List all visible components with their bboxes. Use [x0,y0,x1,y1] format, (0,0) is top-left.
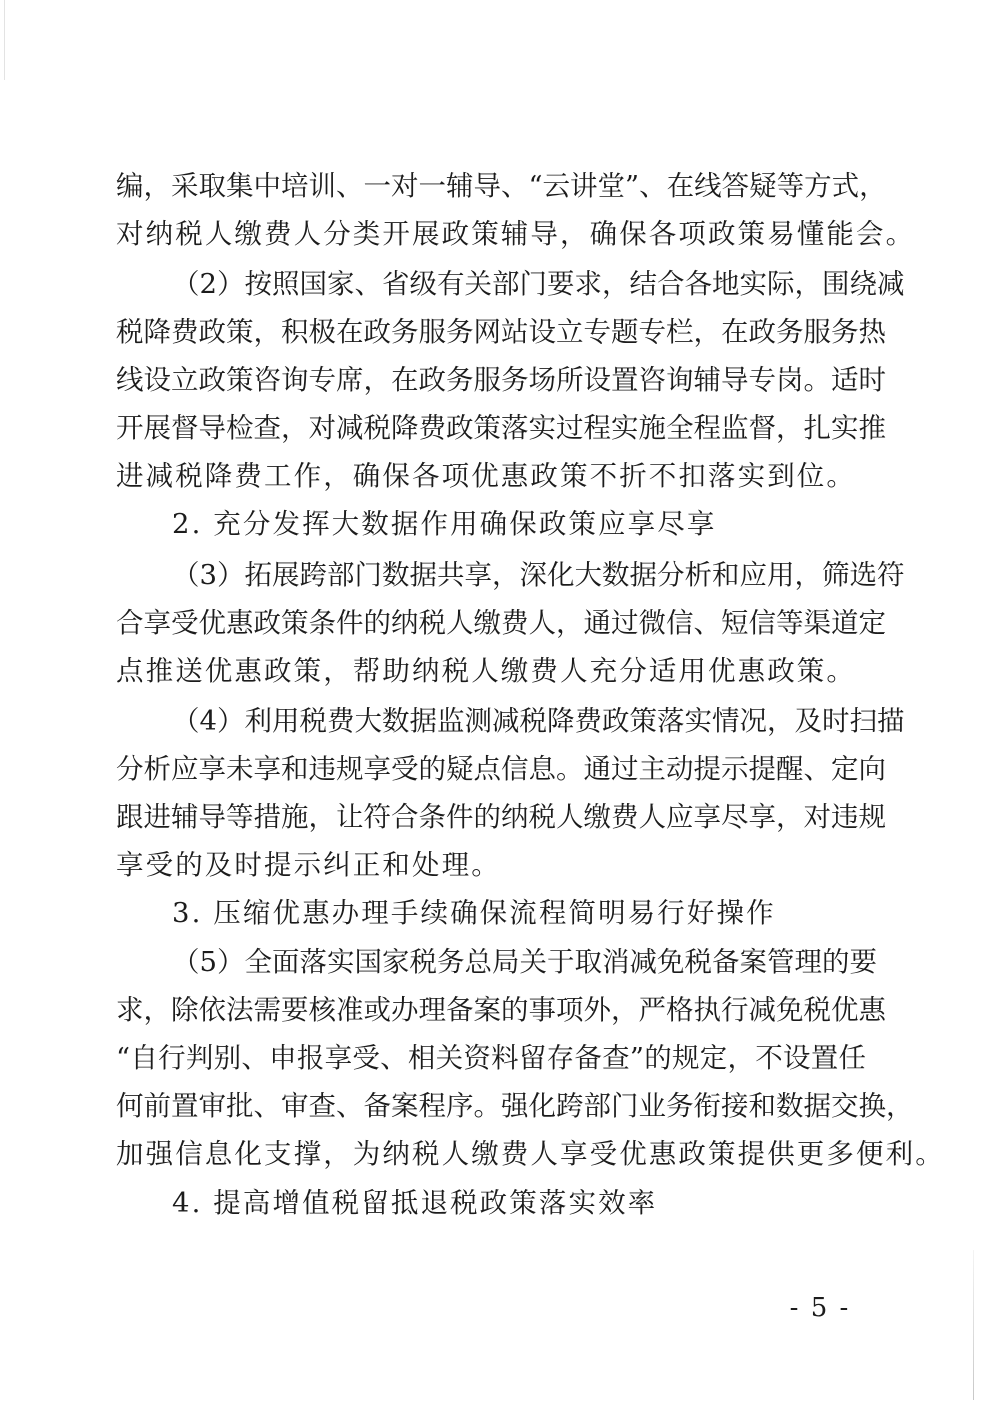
scan-edge-left [4,0,5,80]
body-line-item-4: 享受的及时提示纠正和处理。 [116,849,501,881]
body-line-item-2: 进减税降费工作，确保各项优惠政策不折不扣落实到位。 [116,460,856,492]
body-line-item-5: 何前置审批、审查、备案程序。强化跨部门业务衔接和数据交换， [116,1090,914,1122]
body-line-item-3: 合享受优惠政策条件的纳税人缴费人，通过微信、短信等渠道定 [116,607,886,639]
body-line-item-2: 线设立政策咨询专席，在政务服务场所设置咨询辅导专岗。适时 [116,364,886,396]
paragraph-start-item-3: （3）拓展跨部门数据共享，深化大数据分析和应用，筛选符 [172,559,905,591]
body-line-item-4: 跟进辅导等措施，让符合条件的纳税人缴费人应享尽享，对违规 [116,801,886,833]
body-line-item-5: 求，除依法需要核准或办理备案的事项外，严格执行减免税优惠 [116,994,886,1026]
body-line-item-3: 点推送优惠政策，帮助纳税人缴费人充分适用优惠政策。 [116,655,856,687]
body-line-continuation: 编，采取集中培训、一对一辅导、“云讲堂”、在线答疑等方式， [116,170,887,202]
body-line-item-2: 税降费政策，积极在政务服务网站设立专题专栏，在政务服务热 [116,316,886,348]
section-heading-4: 4. 提高增值税留抵退税政策落实效率 [172,1187,658,1219]
section-heading-2: 2. 充分发挥大数据作用确保政策应享尽享 [172,508,717,540]
paragraph-start-item-5: （5）全面落实国家税务总局关于取消减免税备案管理的要 [172,946,877,978]
paragraph-start-item-4: （4）利用税费大数据监测减税降费政策落实情况，及时扫描 [172,705,905,737]
body-line-item-4: 分析应享未享和违规享受的疑点信息。通过主动提示提醒、定向 [116,753,886,785]
paragraph-start-item-2: （2）按照国家、省级有关部门要求，结合各地实际，围绕减 [172,268,905,300]
body-line-item-2: 开展督导检查，对减税降费政策落实过程实施全程监督，扎实推 [116,412,886,444]
scan-edge-right [973,1250,974,1400]
body-line-continuation: 对纳税人缴费人分类开展政策辅导，确保各项政策易懂能会。 [116,218,916,250]
body-line-item-5: 加强信息化支撑，为纳税人缴费人享受优惠政策提供更多便利。 [116,1138,945,1170]
body-line-item-5: “自行判别、申报享受、相关资料留存备查”的规定，不设置任 [116,1042,866,1074]
page-number: - 5 - [789,1293,851,1323]
section-heading-3: 3. 压缩优惠办理手续确保流程简明易行好操作 [172,897,776,929]
